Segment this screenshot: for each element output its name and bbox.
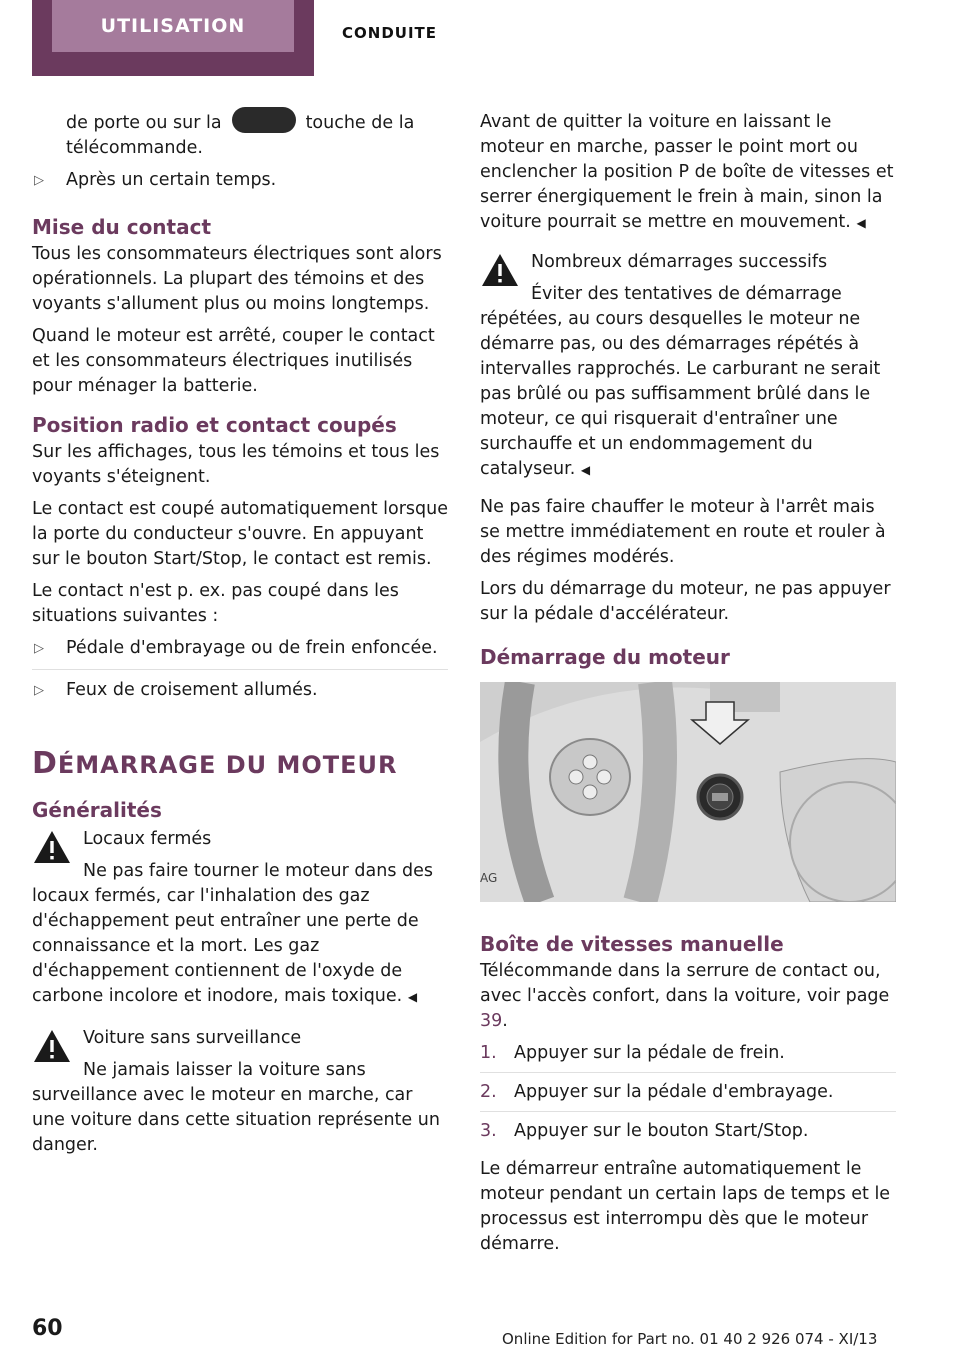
- continued-text: de porte ou sur la touche de la télécommande.: [32, 110, 448, 161]
- paragraph: Ne pas faire chauffer le moteur à l'arrêt mais se mettre immédiatement en route et rouler à des régimes modérés.: [480, 497, 886, 567]
- warning-triangle-icon: [32, 1028, 72, 1064]
- warning-text: Éviter des tentatives de démarrage répétées, au cours desquelles le moteur ne démarre pas, ou des démarrages répétés à intervalles rapprochés. Le carburant ne serait pas brûlé ou pas suffisamment brûlé dans le moteur, ce qui risquerait d'entraîner une surchauffe et un endommagement du catalyseur. ◀: [480, 284, 881, 479]
- list-item: 3. Appuyer sur le bouton Start/Stop.: [480, 1121, 809, 1141]
- paragraph: Sur les affichages, tous les témoins et tous les voyants s'éteignent.: [32, 442, 440, 487]
- warning-triangle-icon: [32, 829, 72, 865]
- warning-triangle-icon: [480, 252, 520, 288]
- paragraph: Avant de quitter la voiture en laissant le moteur en marche, passer le point mort ou enclencher la position P de boîte de vitesses et serrer énergiquement le frein à main, sinon la voiture pourrait se mettre en mouvement. ◀: [480, 112, 894, 232]
- list-item: ▷ Après un certain temps.: [32, 168, 448, 201]
- paragraph: Le démarreur entraîne automatiquement le moteur pendant un certain laps de temps et le processus est interrompu dès que le moteur démarre.: [480, 1159, 891, 1254]
- paragraph: Quand le moteur est arrêté, couper le contact et les consommateurs électriques inutilisés pour ménager la batterie.: [32, 326, 435, 396]
- footer-edition: Online Edition for Part no. 01 40 2 926 074 - XI/13: [502, 1330, 878, 1348]
- paragraph: Lors du démarrage du moteur, ne pas appuyer sur la pédale d'accélérateur.: [480, 579, 891, 624]
- list-item: 2. Appuyer sur la pédale d'embrayage.: [480, 1080, 896, 1112]
- list-item: ▷ Feux de croisement allumés.: [32, 678, 448, 711]
- svg-text:AG: AG: [480, 871, 498, 885]
- heading-mise-du-contact: Mise du contact: [32, 215, 212, 239]
- end-marker-icon: ◀: [856, 216, 866, 230]
- steering-wheel-start-button-image: [480, 682, 896, 902]
- section-tab: [32, 0, 314, 76]
- right-column: [480, 110, 896, 1264]
- paragraph: Tous les consommateurs électriques sont alors opérationnels. La plupart des témoins et des voyants s'allument plus ou moins longtemps.: [32, 244, 442, 314]
- warning-block: [480, 250, 896, 483]
- end-marker-icon: ◀: [407, 990, 418, 1004]
- heading-generalites: Généralités: [32, 798, 162, 822]
- warning-title: Nombreux démarrages successifs: [531, 252, 828, 272]
- steering-wheel-illustration: [480, 682, 896, 902]
- warning-title: Voiture sans surveillance: [83, 1028, 302, 1048]
- warning-text: Ne pas faire tourner le moteur dans des locaux fermés, car l'inhalation des gaz d'échappement peut entraîner une perte de connaissance et la mort. Les gaz d'échappement contiennent de l'oxyde de carbone incolore et inodore, mais toxique. ◀: [32, 861, 433, 1006]
- section-tab-label: UTILISATION: [52, 0, 294, 52]
- heading-position-radio: Position radio et contact coupés: [32, 413, 397, 437]
- left-column: [32, 110, 448, 1166]
- remote-key-lock-icon: [232, 107, 296, 133]
- paragraph: Télécommande dans la serrure de contact ou, avec l'accès confort, dans la voiture, voir page 39.: [480, 961, 890, 1031]
- heading-demarrage-moteur: Démarrage du moteur: [480, 645, 730, 669]
- page-link[interactable]: 39: [480, 1011, 503, 1031]
- paragraph: Le contact est coupé automatiquement lorsque la porte du conducteur s'ouvre. En appuyant sur le bouton Start/Stop, le contact est remis.: [32, 499, 449, 569]
- numbered-steps: [480, 1041, 896, 1150]
- paragraph: Le contact n'est p. ex. pas coupé dans les situations suivantes :: [32, 581, 399, 626]
- chapter-title: DÉMARRAGE DU MOTEUR: [32, 746, 398, 781]
- page-number: 60: [32, 1316, 63, 1341]
- triangle-right-icon: ▷: [34, 173, 44, 188]
- list-item: 1. Appuyer sur la pédale de frein.: [480, 1041, 896, 1073]
- triangle-right-icon: ▷: [34, 683, 44, 698]
- list-item: ▷ Pédale d'embrayage ou de frein enfoncée.: [32, 636, 448, 670]
- warning-title: Locaux fermés: [83, 829, 212, 849]
- bullet-list-continued: [32, 168, 448, 201]
- warning-block: [32, 827, 448, 1010]
- bullet-list-situations: [32, 636, 448, 711]
- end-marker-icon: ◀: [580, 463, 591, 477]
- subsection-label: CONDUITE: [342, 24, 438, 42]
- triangle-right-icon: ▷: [34, 641, 44, 656]
- warning-block: [32, 1026, 448, 1158]
- heading-boite-manuelle: Boîte de vitesses manuelle: [480, 932, 784, 956]
- warning-text: Ne jamais laisser la voiture sans surveillance avec le moteur en marche, car une voiture dans cette situation représente un danger.: [32, 1060, 440, 1155]
